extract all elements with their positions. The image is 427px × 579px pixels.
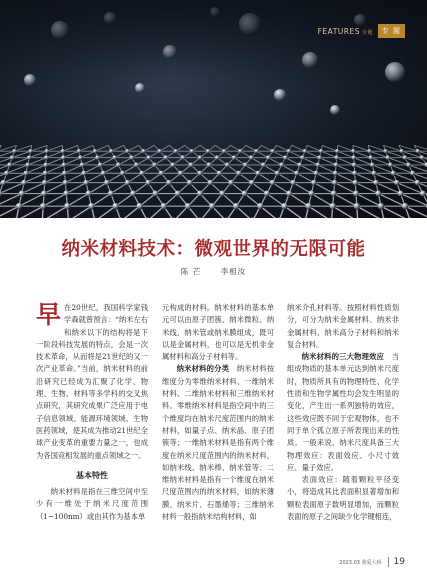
section-label <box>318 27 373 36</box>
inline-heading-classification: 纳米材料的分类 <box>176 364 230 374</box>
author-1: 陈 芒 <box>180 267 202 276</box>
col2-paragraph-1: 元构成的材料。纳米材料的基本单元可以由原子团簇、纳米微粒、纳米线、纳米管或纳米膜组成，既可以是金属材料，也可以是无机非金属材料和高分子材料等。 <box>162 303 274 362</box>
surface-effect-paragraph: 表面效应：随着颗粒平径变小，将造成其比表面积显著增加和颗粒表面原子数明显增加，而颗粒表面的原子之间缺少化学键相连， <box>287 475 399 522</box>
section-label-en: FEATURES <box>317 27 360 36</box>
hero-image <box>0 0 427 218</box>
author-2: 李相汝 <box>220 267 247 276</box>
byline <box>0 266 427 277</box>
section-heading-basic: 基本特性 <box>76 470 108 480</box>
intro-paragraph <box>36 302 148 462</box>
article-title: 纳米材料技术：微观世界的无限可能 <box>61 239 366 260</box>
classification-paragraph <box>162 363 274 523</box>
effects-text: 当组成物质的基本单元达到纳米尺度时，物质所具有的物理特性、化学性质和生物学属性均会发生明显的变化，产生出一系列独特的效应，这些效应既不同于宏观物体，也不同于单个孤立原子所表现出来的性质。一般来说，纳米尺度具备三大物理效应：表面效应、小尺寸效应、量子效应。 <box>287 352 400 472</box>
column-2 <box>162 302 274 523</box>
col3-paragraph-1: 纳米介孔材料等。按照材料性质划分，可分为纳米金属材料、纳米非金属材料、纳米高分子材料和纳米复合材料。 <box>287 303 399 349</box>
page-number: 19 <box>393 557 405 567</box>
intro-text: 在20世纪，我国科学家钱学森就曾预言：“纳米左右和纳米以下的结构将是下一阶段科技发展的特点，会是一次技术革命，从而将是21世纪的又一次产业革命。”当前，纳米材料的前沿研究已经成为汇聚了化学、物理、生物、材料等多学科的交叉焦点研究，其研究成果广泛应用于电子信息领域、能源环境领域、生物医药领域，使其成为推动21世纪全球产业变革的重要力量之一，也成为各国竞相发展的重点领域之一。 <box>36 303 149 460</box>
section-tag: 专 题 <box>378 24 405 38</box>
effects-paragraph <box>287 351 399 474</box>
classification-text: 纳米材料按维度分为零维纳米材料、一维纳米材料、二维纳米材料和三维纳米材料。零维纳米材料是指空间中的三个维度均在纳米尺度范围内的纳米材料，如量子点、纳米晶、原子团簇等；一维纳米材料是指有两个维度在纳米尺度范围内的纳米材料，如纳米线、纳米棒、纳米管等；二维纳米材料是指有一个维度在纳米尺度范围内的纳米材料，如纳米薄膜、纳米片、石墨烯等；三维纳米材料一般指纳米结构材料，如 <box>162 364 275 522</box>
footer-divider <box>388 557 389 567</box>
page-footer <box>339 556 405 568</box>
issue-info: 2023.03 我爱大桥 <box>339 559 382 566</box>
drop-cap: 早 <box>36 300 62 329</box>
column-1 <box>36 302 148 523</box>
column-3 <box>287 302 399 523</box>
inline-heading-effects: 纳米材料的三大物理效应 <box>301 352 385 362</box>
section-label-sub: 专题 <box>361 30 373 36</box>
basic-paragraph: 纳米材料是指在三维空间中至少有一维处于纳米尺度范围（1~100nm）或由其作为基本单 <box>36 487 148 521</box>
